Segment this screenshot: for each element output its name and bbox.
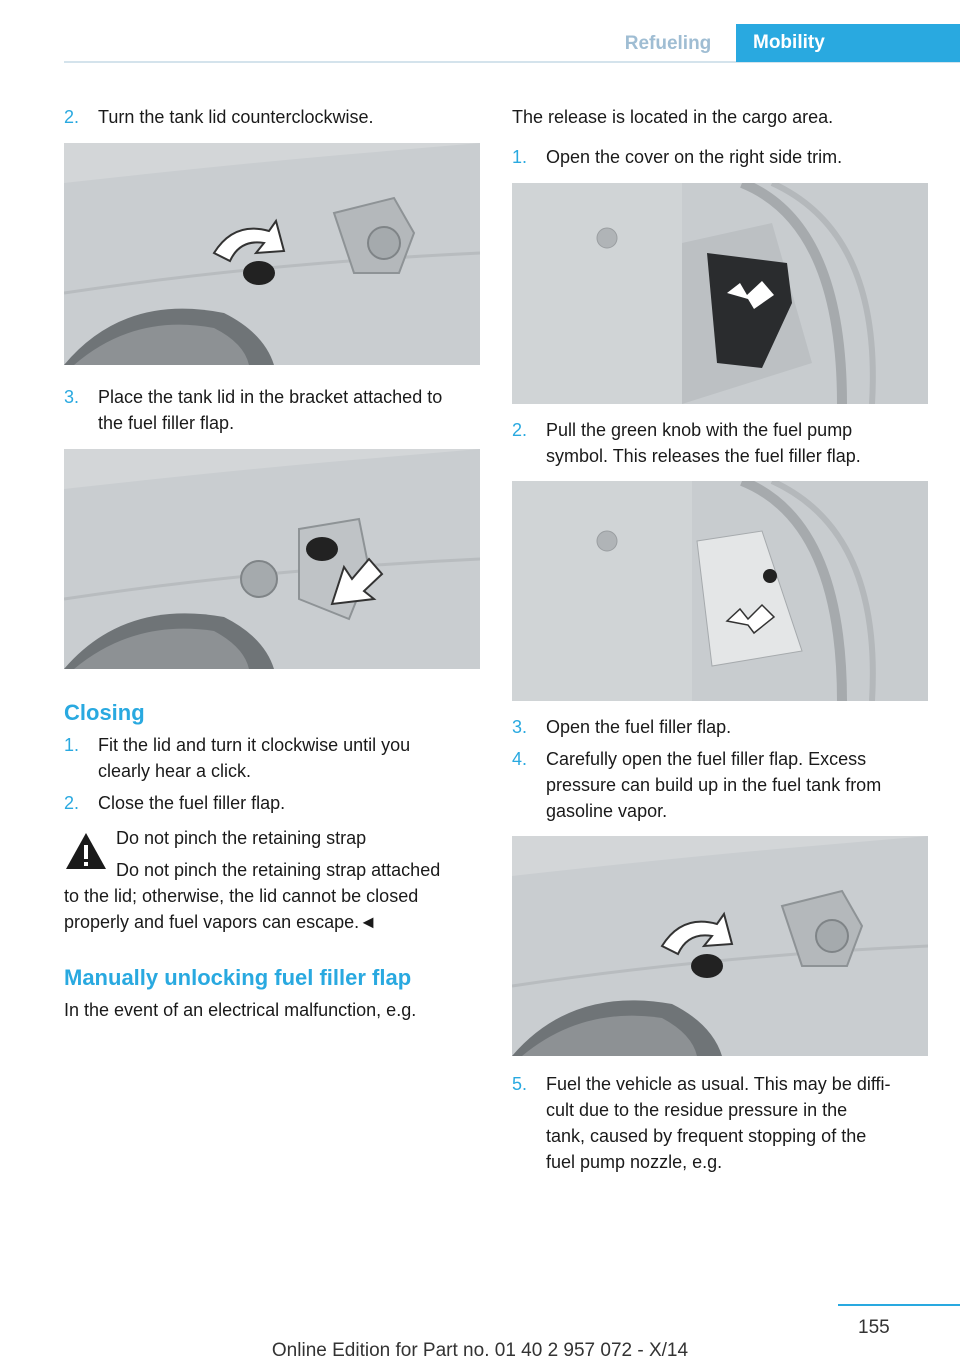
header-chapter-tab (736, 24, 960, 62)
footer-edition: Online Edition for Part no. 01 40 2 957 072 - X/14 (271, 1340, 689, 1361)
step-text-line: gasoline vapor. (546, 801, 668, 821)
page-number: 155 (858, 1317, 890, 1338)
illustration-tank-lid-turn (64, 143, 480, 365)
step-text: Open the fuel filler flap. (546, 717, 732, 737)
step-number: 3. (512, 717, 528, 737)
step-number: 2. (64, 107, 80, 127)
step-text: Open the cover on the right side trim. (546, 147, 843, 167)
step-number: 2. (64, 793, 80, 813)
step-text-line: Place the tank lid in the bracket attached to (98, 387, 443, 407)
step-text-line: pressure can build up in the fuel tank from (546, 775, 882, 795)
step-text-line: Carefully open the fuel filler flap. Excess (546, 749, 867, 769)
step-number: 4. (512, 749, 528, 769)
step-text: Turn the tank lid counterclockwise. (98, 107, 374, 127)
step-text-line: fuel pump nozzle, e.g. (546, 1152, 723, 1172)
step-number: 2. (512, 420, 528, 440)
step-text-line: the fuel filler flap. (98, 413, 235, 433)
warning-text-line: to the lid; otherwise, the lid cannot be closed (64, 886, 419, 906)
step-number: 1. (512, 147, 528, 167)
paragraph: In the event of an electrical malfunction, e.g. (64, 1000, 417, 1020)
warning-text-line: Do not pinch the retaining strap attached (116, 860, 441, 880)
step-number: 5. (512, 1074, 528, 1094)
step-text-line: Pull the green knob with the fuel pump (546, 420, 853, 440)
tank-lid-counterclockwise-illustration (64, 143, 480, 365)
step-text-line: clearly hear a click. (98, 761, 252, 781)
step-number: 3. (64, 387, 80, 407)
side-trim-cover-illustration (512, 183, 928, 404)
illustration-open-filler-flap (512, 836, 928, 1056)
header-section: Refueling (624, 33, 712, 54)
header-chapter-label: Mobility (753, 32, 825, 53)
step-text-line: tank, caused by frequent stopping of the (546, 1126, 867, 1146)
section-heading-manual-unlock: Manually unlocking fuel filler flap (64, 965, 412, 990)
warning-text-line: properly and fuel vapors can escape.◄ (64, 912, 377, 932)
step-text-line: cult due to the residue pressure in the (546, 1100, 848, 1120)
step-text-line: Fit the lid and turn it clockwise until you (98, 735, 411, 755)
step-text: Close the fuel filler flap. (98, 793, 286, 813)
section-heading-closing: Closing (64, 700, 145, 725)
open-filler-flap-illustration (512, 836, 928, 1056)
warning-title: Do not pinch the retaining strap (116, 828, 367, 848)
illustration-lid-in-bracket (64, 449, 480, 669)
illustration-side-trim-cover (512, 183, 928, 404)
step-number: 1. (64, 735, 80, 755)
page-number-rule (838, 1304, 960, 1306)
step-text-line: Fuel the vehicle as usual. This may be diffi‐ (546, 1074, 891, 1094)
step-text-line: symbol. This releases the fuel filler flap. (546, 446, 861, 466)
illustration-green-knob (512, 481, 928, 701)
lid-in-bracket-illustration (64, 449, 480, 669)
warning-triangle-icon (64, 831, 108, 871)
green-knob-illustration (512, 481, 928, 701)
paragraph: The release is located in the cargo area. (512, 107, 834, 127)
